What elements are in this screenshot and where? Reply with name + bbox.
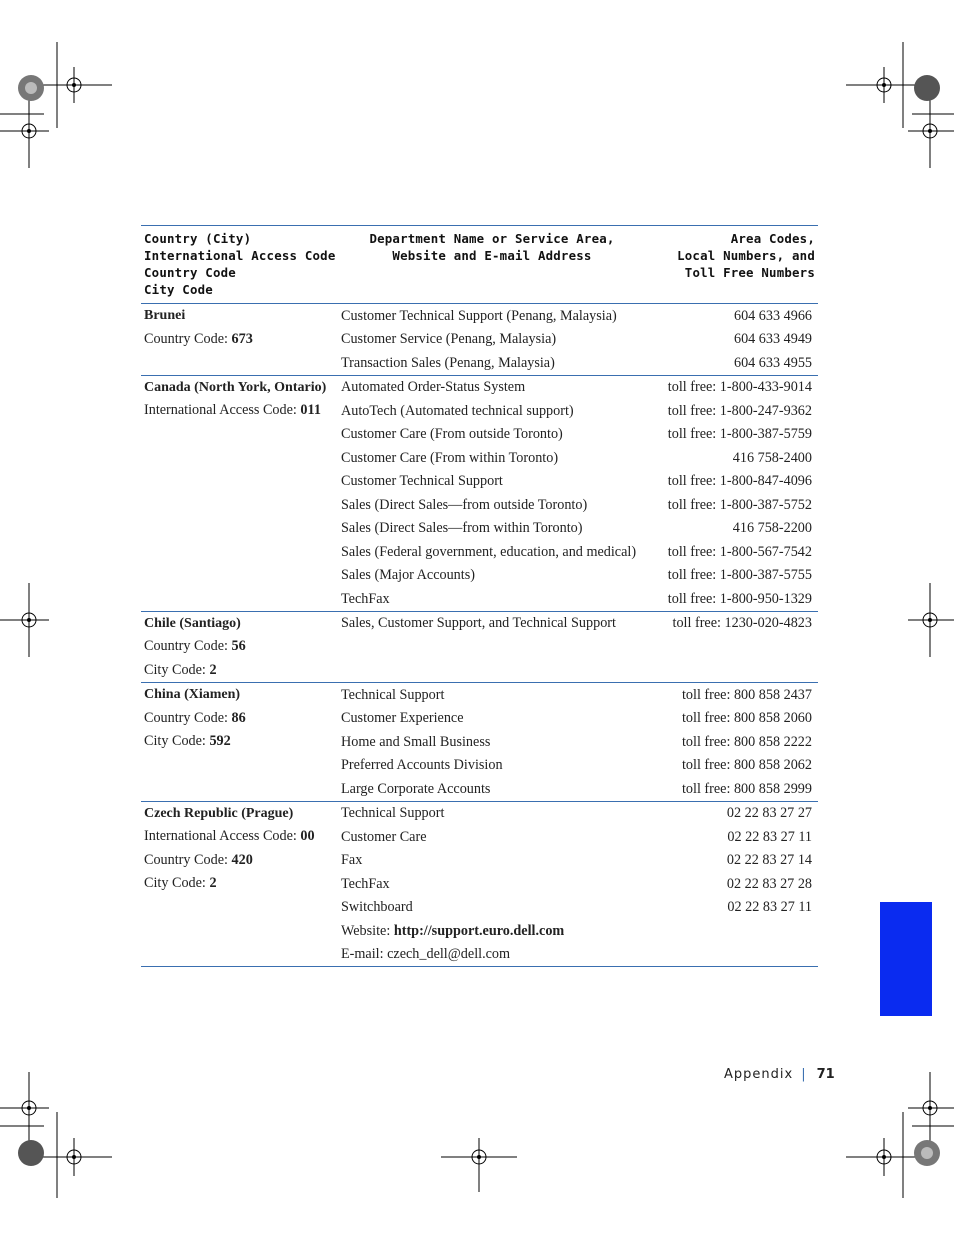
table-row: [341, 423, 818, 447]
table-row: [341, 730, 818, 754]
table-row: [341, 399, 818, 423]
department-cell: [341, 308, 661, 325]
code-value: 011: [300, 402, 321, 418]
footer-section: Appendix: [724, 1067, 794, 1082]
phone-number: toll free: 1-800-567-7542: [667, 543, 812, 560]
header-text: Website and E-mail Address: [392, 248, 592, 263]
table-row: [341, 446, 818, 470]
table-row: [341, 707, 818, 731]
header-text: Toll Free Numbers: [684, 265, 815, 280]
code-label: Country Code:: [144, 851, 232, 868]
phone-number: toll free: 800 858 2437: [681, 686, 812, 703]
country-group: [141, 304, 818, 376]
department-text: Technical Support: [341, 805, 445, 821]
code-value: 00: [300, 828, 315, 844]
phone-number: toll free: 1-800-387-5755: [667, 567, 812, 583]
country-name: Brunei: [144, 308, 186, 323]
table-row: [341, 376, 818, 400]
code-label: Country Code:: [144, 709, 232, 726]
department-text: Customer Service (Penang, Malaysia): [341, 331, 557, 347]
code-label: International Access Code:: [144, 828, 301, 844]
department-cell: [341, 497, 661, 514]
section-thumb-tab: [880, 902, 932, 1016]
department-text: Sales (Major Accounts): [341, 567, 475, 583]
header-text: Department Name or Service Area,: [369, 231, 615, 246]
department-cell: [341, 899, 661, 916]
code-value: 592: [209, 733, 231, 749]
table-row: [341, 683, 818, 707]
phone-number: 02 22 83 27 28: [726, 875, 812, 892]
table-row: [341, 849, 818, 873]
phone-number: toll free: 1-800-847-4096: [667, 473, 812, 489]
table-row: [341, 564, 818, 588]
department-cell: [341, 805, 661, 822]
department-text: E-mail: czech_dell@dell.com: [341, 946, 511, 962]
code-label: Country Code:: [144, 330, 232, 347]
department-text: Customer Technical Support: [341, 473, 503, 489]
table-row: [341, 517, 818, 541]
page-number: 71: [816, 1067, 835, 1082]
header-text: International Access Code: [144, 248, 336, 263]
access-code-line: [144, 659, 341, 683]
table-row: [341, 351, 818, 375]
department-text: Sales, Customer Support, and Technical Support: [341, 615, 616, 631]
service-rows: [341, 802, 818, 967]
phone-number: toll free: 1-800-387-5752: [667, 496, 812, 513]
phone-number: toll free: 800 858 2222: [681, 733, 812, 750]
code-value: 56: [231, 638, 246, 654]
country-cell: [141, 612, 341, 683]
code-label: City Code:: [144, 733, 210, 749]
page-footer: [724, 1067, 835, 1082]
table-row: [341, 540, 818, 564]
department-cell: [341, 520, 661, 537]
department-text: TechFax: [341, 590, 390, 607]
service-rows: [341, 683, 818, 801]
table-header: [141, 226, 818, 304]
country-name: Chile (Santiago): [144, 615, 241, 631]
phone-number: [661, 923, 818, 940]
footer-separator: |: [801, 1067, 807, 1082]
contact-table: [141, 225, 818, 967]
phone-number: 02 22 83 27 14: [726, 852, 812, 868]
phone-number: 604 633 4955: [733, 354, 812, 371]
department-text: Customer Care: [341, 828, 427, 845]
department-cell: [341, 687, 661, 704]
department-cell: [341, 615, 661, 632]
department-text: TechFax: [341, 875, 390, 892]
code-label: City Code:: [144, 661, 210, 678]
header-numbers-column: [642, 230, 818, 298]
header-text: Country (City): [144, 231, 252, 246]
access-code-line: [144, 872, 341, 896]
phone-number: 02 22 83 27 11: [727, 828, 812, 845]
header-text: Country Code: [144, 265, 236, 280]
code-value: 420: [231, 851, 253, 868]
department-text: Automated Order-Status System: [341, 379, 526, 395]
table-row: [341, 587, 818, 611]
service-rows: [341, 304, 818, 375]
department-cell: [341, 426, 661, 443]
phone-number: 604 633 4949: [733, 331, 812, 347]
department-text: Technical Support: [341, 686, 445, 703]
department-cell: [341, 923, 661, 940]
country-name: Canada (North York, Ontario): [144, 379, 327, 395]
department-cell: [341, 403, 661, 420]
header-department-column: [342, 230, 642, 298]
access-code-line: [144, 825, 341, 849]
code-label: City Code:: [144, 875, 210, 891]
phone-number: 604 633 4966: [733, 307, 812, 324]
country-name: Czech Republic (Prague): [144, 805, 294, 821]
header-text: City Code: [144, 282, 213, 297]
phone-number: 02 22 83 27 11: [727, 899, 812, 915]
phone-number: toll free: 1-800-387-5759: [667, 426, 812, 442]
department-cell: [341, 473, 661, 490]
table-row: [341, 493, 818, 517]
table-row: [341, 802, 818, 826]
department-cell: [341, 331, 661, 348]
department-cell: [341, 781, 661, 798]
department-cell: [341, 591, 661, 608]
country-cell: [141, 376, 341, 611]
department-text: Fax: [341, 852, 363, 868]
phone-number: [661, 946, 818, 963]
phone-number: 02 22 83 27 27: [726, 805, 812, 821]
service-rows: [341, 612, 818, 683]
table-row: [341, 612, 818, 636]
phone-number: toll free: 800 858 2999: [681, 780, 812, 797]
country-cell: [141, 802, 341, 967]
table-row: [341, 825, 818, 849]
code-label: Country Code:: [144, 638, 232, 654]
phone-number: toll free: 1-800-950-1329: [667, 590, 812, 607]
phone-number: toll free: 1-800-247-9362: [667, 402, 812, 419]
table-row: [341, 872, 818, 896]
table-body: [141, 304, 818, 967]
department-text: AutoTech (Automated technical support): [341, 402, 574, 419]
access-code-line: [144, 399, 341, 423]
country-group: [141, 376, 818, 612]
code-value: 2: [209, 661, 217, 678]
department-text: Customer Care (From within Toronto): [341, 449, 559, 466]
department-text: Customer Technical Support (Penang, Malaysia): [341, 307, 617, 324]
department-cell: [341, 734, 661, 751]
department-cell: [341, 876, 661, 893]
department-text: Home and Small Business: [341, 733, 491, 750]
department-text: Sales (Direct Sales—from outside Toronto): [341, 496, 588, 513]
access-code-line: [144, 635, 341, 659]
phone-number: toll free: 800 858 2060: [681, 710, 812, 726]
department-cell: [341, 450, 661, 467]
department-text: Preferred Accounts Division: [341, 757, 503, 773]
website-link[interactable]: http://support.euro.dell.com: [393, 922, 565, 939]
code-value: 2: [209, 875, 217, 891]
table-row: [341, 943, 818, 967]
code-value: 86: [231, 709, 246, 726]
access-code-line: [144, 730, 341, 754]
department-text: Sales (Direct Sales—from within Toronto): [341, 520, 583, 536]
country-cell: [141, 304, 341, 375]
country-name: China (Xiamen): [144, 687, 241, 702]
department-text: Sales (Federal government, education, and medical): [341, 543, 637, 560]
phone-number: 416 758-2200: [732, 520, 812, 536]
department-cell: [341, 355, 661, 372]
phone-number: toll free: 1-800-433-9014: [667, 379, 812, 395]
department-text: Customer Care (From outside Toronto): [341, 426, 563, 442]
header-country-column: [141, 230, 342, 298]
header-text: Local Numbers, and: [677, 248, 815, 263]
department-cell: [341, 710, 661, 727]
table-row: [341, 896, 818, 920]
phone-number: toll free: 800 858 2062: [681, 757, 812, 773]
department-text: Switchboard: [341, 899, 413, 915]
department-cell: [341, 567, 661, 584]
phone-number: toll free: 1230-020-4823: [672, 615, 812, 631]
department-cell: [341, 757, 661, 774]
department-cell: [341, 379, 661, 396]
department-text: Customer Experience: [341, 710, 464, 726]
access-code-line: [144, 707, 341, 731]
table-row: [341, 754, 818, 778]
department-cell: [341, 852, 661, 869]
access-code-line: [144, 328, 341, 352]
country-group: [141, 612, 818, 684]
country-group: [141, 683, 818, 802]
department-cell: [341, 829, 661, 846]
department-cell: [341, 946, 661, 963]
code-label: International Access Code:: [144, 402, 301, 418]
table-row: [341, 470, 818, 494]
phone-number: 416 758-2400: [732, 449, 812, 466]
header-text: Area Codes,: [730, 231, 815, 246]
department-cell: [341, 544, 661, 561]
table-row: [341, 328, 818, 352]
country-group: [141, 802, 818, 968]
table-row: [341, 304, 818, 328]
table-row: [341, 777, 818, 801]
access-code-line: [144, 849, 341, 873]
code-value: 673: [231, 330, 253, 347]
table-row: [341, 919, 818, 943]
country-cell: [141, 683, 341, 801]
department-text: Large Corporate Accounts: [341, 780, 491, 797]
department-text: Website:: [341, 922, 394, 939]
department-text: Transaction Sales (Penang, Malaysia): [341, 354, 555, 371]
service-rows: [341, 376, 818, 611]
